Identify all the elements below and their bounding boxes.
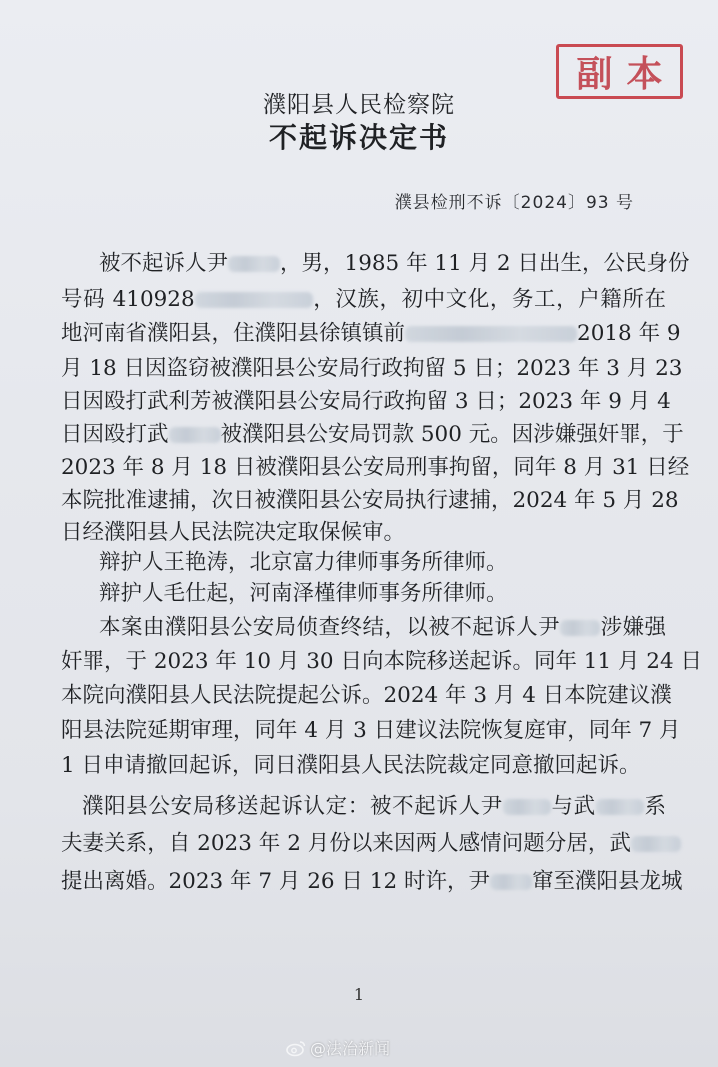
body-line: 本院批准逮捕，次日被濮阳县公安局执行逮捕，2024 年 5 月 28: [61, 488, 679, 513]
page-number: 1: [353, 985, 365, 1004]
redaction-blur: [490, 874, 532, 890]
organization-name: 濮阳县人民检察院: [263, 92, 455, 118]
body-line: 奸罪，于 2023 年 10 月 30 日向本院移送起诉。同年 11 月 24 日: [61, 649, 702, 674]
redaction-blur: [596, 799, 644, 815]
redaction-blur: [503, 799, 551, 815]
body-line: 濮阳县公安局移送起诉认定：被不起诉人尹 与武 系: [82, 794, 666, 819]
body-line: 本院向濮阳县人民法院提起公诉。2024 年 3 月 4 日本院建议濮: [61, 683, 672, 708]
document-title: 不起诉决定书: [268, 121, 449, 154]
body-line: 日因殴打武利芳被濮阳县公安局行政拘留 3 日；2023 年 9 月 4: [61, 389, 671, 414]
body-line: 提出离婚。2023 年 7 月 26 日 12 时许，尹 窜至濮阳县龙城: [61, 869, 683, 894]
source-watermark: [286, 1036, 390, 1059]
body-line: 地河南省濮阳县，住濮阳县徐镇镇前 2018 年 9: [61, 321, 681, 346]
body-line: 夫妻关系，自 2023 年 2 月份以来因两人感情问题分居，武: [61, 830, 681, 860]
defender-line: 辩护人毛仕起，河南泽槿律师事务所律师。: [99, 581, 508, 606]
body-line: 日经濮阳县人民法院决定取保候审。: [61, 520, 406, 545]
body-line: 被不起诉人尹 ，男，1985 年 11 月 2 日出生，公民身份: [99, 251, 690, 276]
redaction-blur: [560, 620, 600, 636]
body-line: 月 18 日因盗窃被濮阳县公安局行政拘留 5 日；2023 年 3 月 23: [61, 356, 683, 381]
redaction-blur: [631, 836, 681, 852]
body-line: 号码 410928 ，汉族，初中文化，务工，户籍所在: [61, 287, 666, 312]
redaction-blur: [195, 292, 313, 308]
redaction-blur: [228, 256, 280, 272]
body-line: 本案由濮阳县公安局侦查终结，以被不起诉人尹 涉嫌强: [99, 615, 666, 640]
body-line: 1 日申请撤回起诉，同日濮阳县人民法院裁定同意撤回起诉。: [61, 753, 641, 778]
body-line: 日因殴打武 被濮阳县公安局罚款 500 元。因涉嫌强奸罪，于: [61, 422, 684, 447]
redaction-blur: [169, 427, 221, 443]
body-line: 阳县法院延期审理，同年 4 月 3 日建议法院恢复庭审，同年 7 月: [61, 718, 681, 743]
stamp-text: 副本: [576, 54, 677, 95]
weibo-icon: [286, 1040, 306, 1056]
defender-line: 辩护人王艳涛，北京富力律师事务所律师。: [99, 550, 508, 575]
watermark-text: @法治新闻: [310, 1039, 391, 1058]
body-line: 2023 年 8 月 18 日被濮阳县公安局刑事拘留，同年 8 月 31 日经: [61, 455, 690, 480]
document-number: 濮县检刑不诉〔2024〕93 号: [394, 193, 634, 213]
redaction-blur: [405, 326, 577, 342]
